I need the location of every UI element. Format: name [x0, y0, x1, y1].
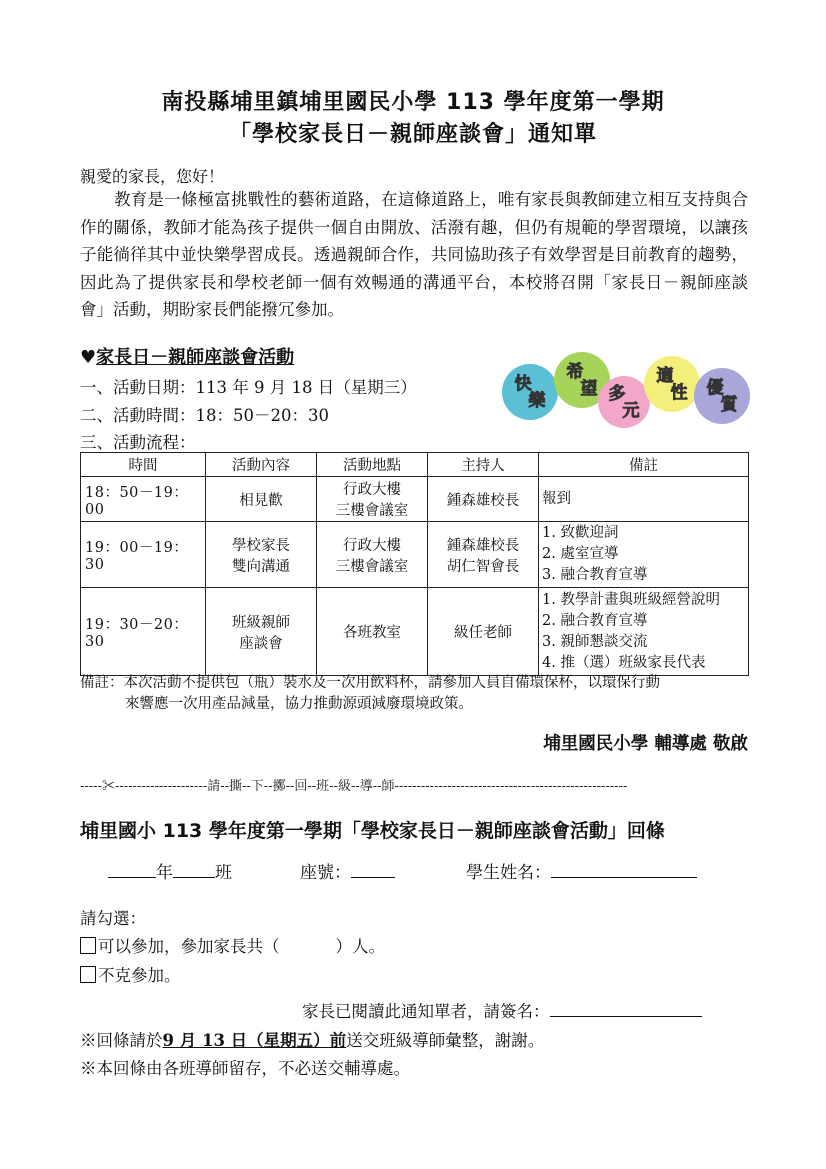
- intro-text: 教育是一條極富挑戰性的藝術道路，在這條道路上，唯有家長與教師建立相互支持與合作的關係，教師才能為孩子提供一個自由開放、活潑有趣，但仍有規範的學習環境，以讓孩子能徜徉其中並快樂學習成長。透過親師合作，共同協助孩子有效學習是目前教育的趨勢，因此為了提供家長和學校老師一個有效暢通的溝通平台，本校將召開「家長日－親師座談會」活動，期盼家長們能撥冗參加。: [80, 190, 748, 319]
- content-cell: [206, 477, 317, 522]
- option-decline[interactable]: [80, 962, 181, 986]
- option-attend-label: 可以參加，參加家長共（: [98, 937, 280, 956]
- note-suffix: 送交班級導師彙整，謝謝。: [346, 1031, 545, 1050]
- cell-line: 雙向溝通: [232, 558, 290, 575]
- check-prompt: 請勾選：: [80, 909, 146, 928]
- place-cell: [317, 477, 428, 522]
- activity-time: 二、活動時間：18：50－20：30: [80, 406, 329, 425]
- table-header-row: [81, 453, 749, 477]
- cell-line: 級任老師: [454, 625, 512, 641]
- badge-text: 望: [580, 379, 598, 399]
- deadline-date: 9 月 13 日（星期五）前: [162, 1031, 347, 1050]
- cell-line: 2. 融合教育宣導: [542, 612, 648, 629]
- badge-bubbles: [500, 350, 752, 430]
- time-cell: 19：30－20：30: [81, 588, 206, 676]
- year-label: 年: [156, 863, 173, 883]
- table-row: [81, 477, 749, 522]
- cell-line: 報到: [542, 490, 571, 507]
- cell-line: 3. 親師懇談交流: [542, 633, 648, 650]
- seat-label: 座號：: [300, 863, 351, 883]
- cut-line-text: 請--撕--下--擲--回--班--級--導--師: [207, 779, 395, 794]
- cell-line: 各班教室: [343, 625, 401, 641]
- heart-icon: ♥: [80, 347, 97, 368]
- table-row: [81, 522, 749, 588]
- table-row: [81, 588, 749, 676]
- option-decline-label: 不克參加。: [98, 966, 181, 985]
- table-header: 備註: [539, 453, 749, 477]
- table-header: 主持人: [428, 453, 539, 477]
- sign-label: 家長已閱讀此通知單者，請簽名：: [302, 1002, 550, 1021]
- cell-line: 行政大樓: [343, 537, 401, 554]
- activity-date: 一、活動日期：113 年 9 月 18 日（星期三）: [80, 378, 417, 397]
- seat-field[interactable]: [300, 858, 395, 883]
- checkbox-attend[interactable]: [80, 937, 96, 954]
- badge-text: 希: [566, 362, 584, 382]
- student-name-field[interactable]: [466, 858, 697, 883]
- note-cell: [539, 588, 749, 676]
- section-title: 家長日－親師座談會活動: [96, 347, 295, 368]
- cell-line: 座談會: [239, 635, 283, 652]
- parent-signature-field[interactable]: [302, 998, 702, 1022]
- cell-line: 學校家長: [232, 537, 290, 554]
- cell-line: 胡仁智會長: [446, 558, 520, 575]
- signature: 埔里國民小學 輔導處 敬啟: [543, 734, 748, 754]
- badge-text: 元: [622, 401, 640, 421]
- remark: [80, 673, 750, 715]
- class-label: 班: [215, 863, 232, 883]
- badge-text: 快: [514, 374, 532, 394]
- cell-line: 4. 推（選）班級家長代表: [542, 654, 706, 671]
- page-subtitle: 「學校家長日－親師座談會」通知單: [228, 122, 597, 147]
- cell-line: 行政大樓: [343, 482, 401, 498]
- cell-line: 鍾森雄校長: [446, 537, 520, 554]
- badge-text: 適: [656, 366, 674, 386]
- cut-line: -----✂---------------------請--撕--下--擲--回--班--級--導--師-----------------------------------------------------: [80, 779, 628, 794]
- host-cell: [428, 522, 539, 588]
- note-cell: [539, 477, 749, 522]
- cell-line: 班級親師: [232, 614, 290, 631]
- table-header: 活動地點: [317, 453, 428, 477]
- cell-line: 相見歡: [239, 492, 283, 509]
- content-cell: [206, 588, 317, 676]
- reply-title: 埔里國小 113 學年度第一學期「學校家長日－親師座談會活動」回條: [80, 820, 665, 842]
- place-cell: [317, 588, 428, 676]
- place-cell: [317, 522, 428, 588]
- badge-text: 優: [706, 378, 724, 398]
- badge-text: 質: [720, 395, 738, 415]
- cell-line: 2. 處室宣導: [542, 546, 619, 562]
- page-title: 南投縣埔里鎮埔里國民小學 113 學年度第一學期: [161, 90, 665, 115]
- remark-line: 備註：本次活動不提供包（瓶）裝水及一次用飲料杯，請參加人員自備環保杯，以環保行動: [80, 675, 660, 691]
- activity-flow-label: 三、活動流程：: [80, 433, 196, 452]
- cell-line: 3. 融合教育宣導: [542, 567, 648, 583]
- section-heading: [80, 343, 294, 369]
- remark-line: 來響應一次用產品減量，協力推動源頭減廢環境政策。: [125, 696, 473, 712]
- cell-line: 三樓會議室: [335, 558, 409, 575]
- table-header: 活動內容: [206, 453, 317, 477]
- scissors-icon: ✂: [101, 779, 115, 794]
- cell-line: 1. 致歡迎詞: [542, 525, 619, 541]
- greeting: 親愛的家長，您好！: [80, 167, 225, 186]
- name-label: 學生姓名：: [466, 863, 551, 883]
- host-cell: [428, 477, 539, 522]
- schedule-table: [80, 452, 749, 676]
- reply-note-deadline: [80, 1027, 544, 1051]
- time-cell: 18：50－19：00: [81, 477, 206, 522]
- option-attend-suffix: ）人。: [335, 937, 385, 956]
- reply-note-keep: ※本回條由各班導師留存，不必送交輔導處。: [80, 1059, 410, 1078]
- intro-paragraph: [80, 186, 748, 324]
- cell-line: 鍾森雄校長: [446, 492, 520, 509]
- year-field[interactable]: [108, 858, 232, 883]
- note-cell: [539, 522, 749, 588]
- badge-text: 樂: [528, 391, 546, 411]
- host-cell: [428, 588, 539, 676]
- badge-text: 性: [670, 383, 688, 403]
- table-header: 時間: [81, 453, 206, 477]
- cell-line: 三樓會議室: [335, 503, 409, 519]
- time-cell: 19：00－19：30: [81, 522, 206, 588]
- option-attend[interactable]: [80, 933, 385, 957]
- checkbox-decline[interactable]: [80, 966, 96, 983]
- cell-line: 1. 教學計畫與班級經營說明: [542, 591, 720, 608]
- note-prefix: ※回條請於: [80, 1031, 163, 1050]
- content-cell: [206, 522, 317, 588]
- badge-text: 多: [608, 384, 626, 404]
